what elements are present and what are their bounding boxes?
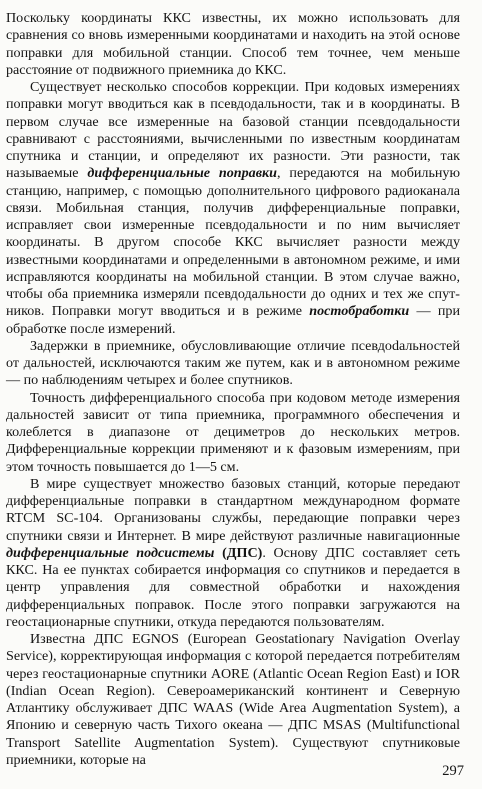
text-run: Существует несколько способов коррекции. При кодовых измерениях поправки могут вводиться как в псевдодальности, так и в координаты. В первом случае все измеренные на базовой станции псевдодальности сравнивают с расстояниями, вычисленными по известным координатам спутника и станции, и определяют их разности. Эти разности, так называемые bbox=[6, 79, 460, 182]
text-run: Задержки в приемнике, обусловливающие отличие псевдodальностей от дальностей, исключаются таким же путем, как и в автономном режиме — по наблюдениям четырех и более спутников. bbox=[6, 337, 460, 389]
paragraph bbox=[6, 79, 460, 338]
paragraph bbox=[6, 476, 460, 631]
paragraph bbox=[6, 631, 460, 769]
paragraph bbox=[6, 390, 460, 476]
text-run: Точность дифференциального способа при кодовом методе измерения дальностей зависит от типа приемника, программного обеспечения и колеблется в диапазоне от дециметров до нескольких метров. Дифференциальные коррекции применяют и к фазовым измерениям, при этом точность повышается до 1—5 см. bbox=[6, 389, 460, 475]
text-run bbox=[214, 545, 222, 561]
body-text bbox=[6, 10, 460, 769]
paragraph bbox=[6, 338, 460, 390]
emphasized-term: дифференциальные подсистемы bbox=[6, 544, 215, 561]
text-run: . Основу ДПС составляет сеть ККС. На ее пунктах собирается информация со спутников и передается в центр управления для совместной обработки и нахождения дифференциальных поправок. После этого поправки загружаются на геостационарные спутники, откуда передаются пользователям. bbox=[6, 544, 461, 630]
text-run: Известна ДПС EGNOS (European Geostationary Navigation Overlay Service), корректирующая информация с которой передается потребителям через геостационарные спутники AORE (Atlantic Ocean Region East) и IOR (Indian Ocean Region). Североамериканский континент и Северную Атлантику обслуживает ДПС WAAS (Wide Area Augmentation System), а Японию и северную часть Тихого океана — ДПС MSAS (Multifunctional Transport Satellite Augmentation System). Существуют спутниковые приемники, которые на bbox=[6, 631, 460, 768]
emphasized-term: дифференциальные поправки bbox=[87, 165, 277, 182]
bold-term: (ДПС) bbox=[222, 544, 263, 561]
paragraph bbox=[6, 10, 460, 79]
emphasized-term: постобработки bbox=[309, 303, 410, 320]
text-run: Поскольку координаты ККС известны, их можно использовать для сравнения со вновь измеренными координатами и находить на этой основе поправки для мобильной станции. Способ тем точнее, чем меньше расстояние от подвижного приемника до ККС. bbox=[6, 10, 460, 78]
text-run: — при обработке после измерений. bbox=[6, 303, 460, 337]
page-number: 297 bbox=[442, 763, 464, 779]
text-run: В мире существует множество базовых станций, которые передают дифференциальные поправки в стандартном международном формате RTCM SC-104. Организованы службы, передающие поправки через спутники связи и Интернет. В мире действуют различные навигационные bbox=[6, 475, 460, 544]
text-run: , передаются на мобильную станцию, например, с помощью дополнительного цифрового радиоканала связи. Мобильная станция, получив дифференциальные поправки, исправляет свои измеренные псевдодальности и по ним вычисляет координаты. В другом способе ККС вычисляет разности между известными координатами и определенными в автономном режиме, и ими исправляются координаты на мобильной станции. В этом случае важно, чтобы оба приемника измеряли псевдодальности до одних и тех же спутников. Поправки могут вводиться и в режиме bbox=[6, 165, 461, 320]
